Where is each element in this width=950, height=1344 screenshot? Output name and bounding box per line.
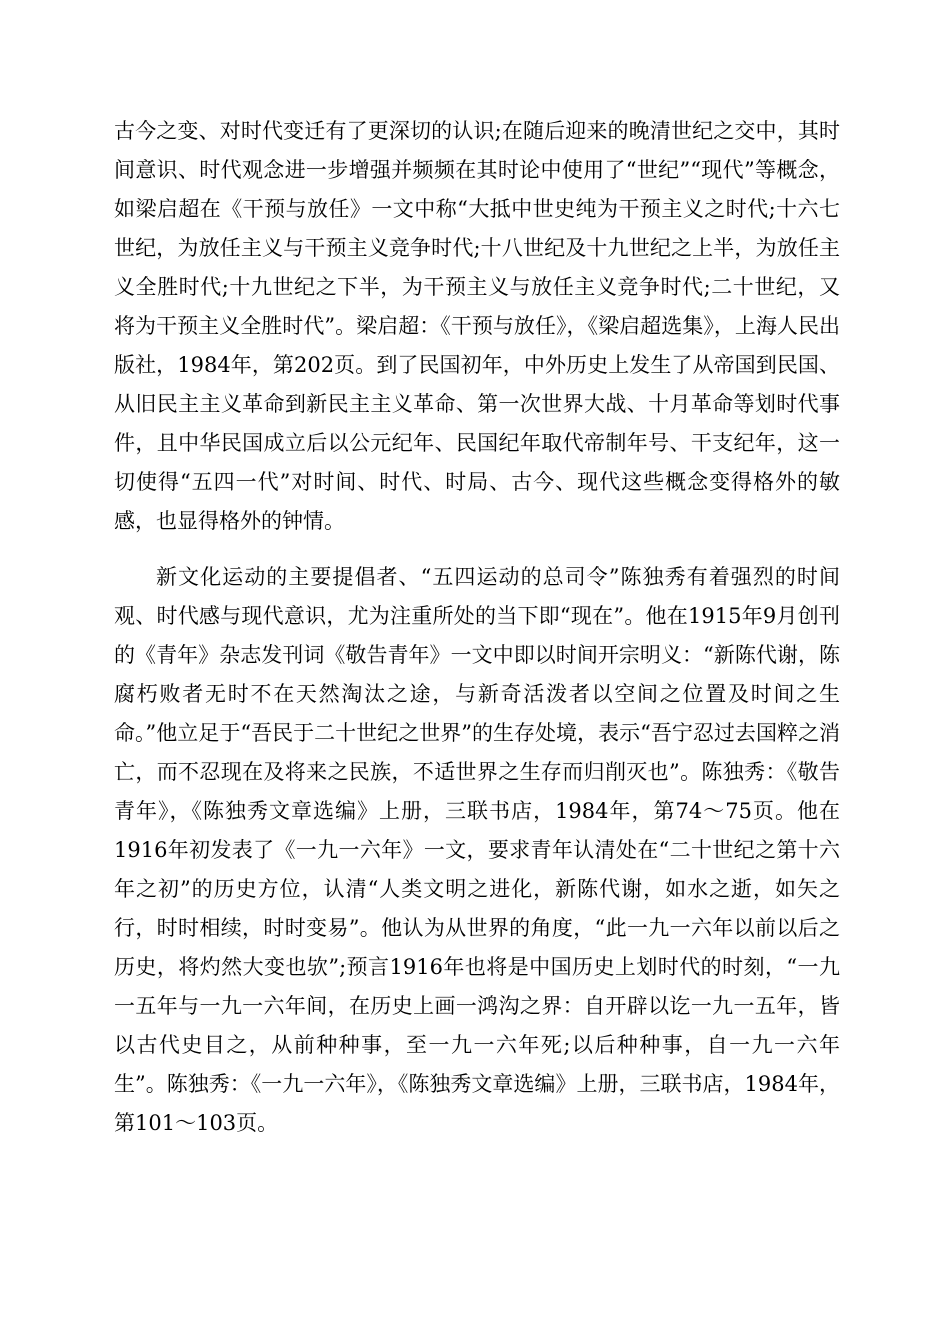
document-page: [114, 112, 840, 1143]
paragraph-1: 古今之变、对时代变迁有了更深切的认识;在随后迎来的晚清世纪之交中，其时间意识、时代观念进一步增强并频频在其时论中使用了“世纪”“现代”等概念，如梁启超在《干预与放任》一文中称“大抵中世史纯为干预主义之时代;十六七世纪，为放任主义与干预主义竞争时代;十八世纪及十九世纪之上半，为放任主义全胜时代;十九世纪之下半，为干预主义与放任主义竞争时代;二十世纪，又将为干预主义全胜时代”。梁启超：《干预与放任》，《梁启超选集》，上海人民出版社，1984年，第202页。到了民国初年，中外历史上发生了从帝国到民国、从旧民主主义革命到新民主主义革命、第一次世界大战、十月革命等划时代事件，且中华民国成立后以公元纪年、民国纪年取代帝制年号、干支纪年，这一切使得“五四一代”对时间、时代、时局、古今、现代这些概念变得格外的敏感，也显得格外的钟情。: [114, 119, 840, 533]
paragraph-2: 新文化运动的主要提倡者、“五四运动的总司令”陈独秀有着强烈的时间观、时代感与现代意识，尤为注重所处的当下即“现在”。他在1915年9月创刊的《青年》杂志发刊词《敬告青年》一文中即以时间开宗明义：“新陈代谢，陈腐朽败者无时不在天然淘汰之途，与新奇活泼者以空间之位置及时间之生命。”他立足于“吾民于二十世纪之世界”的生存处境，表示“吾宁忍过去国粹之消亡，而不忍现在及将来之民族，不适世界之生存而归削灭也”。陈独秀：《敬告青年》，《陈独秀文章选编》上册，三联书店，1984年，第74～75页。他在1916年初发表了《一九一六年》一文，要求青年认清处在“二十世纪之第十六年之初”的历史方位，认清“人类文明之进化，新陈代谢，如水之逝，如矢之行，时时相续，时时变易”。他认为从世界的角度，“此一九一六年以前以后之历史，将灼然大变也欤”;预言1916年也将是中国历史上划时代的时刻，“一九一五年与一九一六年间，在历史上画一鸿沟之界：自开辟以讫一九一五年，皆以古代史目之，从前种种事，至一九一六年死;以后种种事，自一九一六年生”。陈独秀：《一九一六年》，《陈独秀文章选编》上册，三联书店，1984年，第101～103页。: [114, 565, 840, 1135]
